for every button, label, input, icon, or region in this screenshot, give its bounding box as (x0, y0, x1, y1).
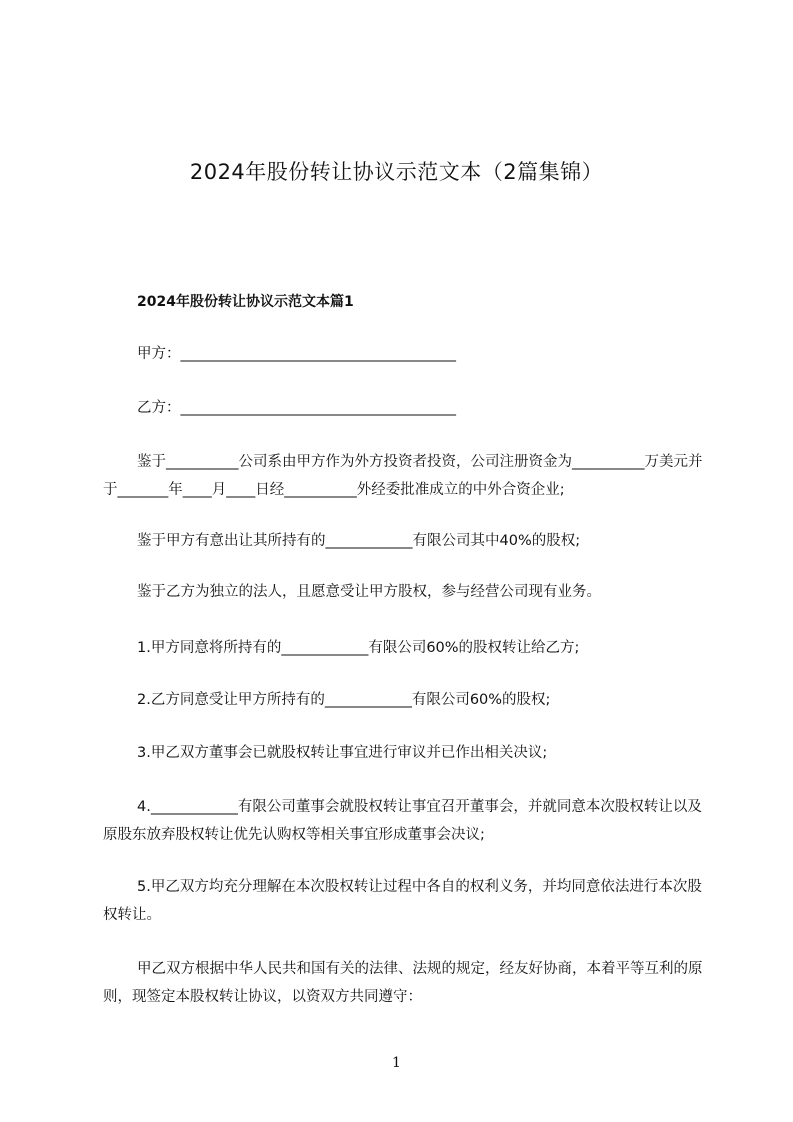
party-a-line: 甲方：______________________________________ (137, 346, 456, 362)
paragraph-item-4: 4.____________有限公司董事会就股权转让事宜召开董事会，并就同意本次股权转让以及原股东放弃股权转让优先认购权等相关事宜形成董事会决议; (103, 799, 702, 843)
section-title: 2024年股份转让协议示范文本篇1 (137, 294, 354, 310)
paragraph-recital-1: 鉴于__________公司系由甲方作为外方投资者投资，公司注册资金为__________万美元并于_______年____月____日经__________外经委批准成立的中外合资企业; (103, 454, 703, 498)
paragraph-closing: 甲乙双方根据中华人民共和国有关的法律、法规的规定，经友好协商，本着平等互利的原则，现签定本股权转让协议，以资双方共同遵守： (103, 961, 703, 1005)
paragraph-item-2: 2.乙方同意受让甲方所持有的____________有限公司60%的股权; (137, 692, 551, 708)
paragraph-recital-3: 鉴于乙方为独立的法人，且愿意受让甲方股权，参与经营公司现有业务。 (137, 584, 601, 600)
document-title: 2024年股份转让协议示范文本（2篇集锦） (189, 160, 604, 185)
paragraph-item-5: 5.甲乙双方均充分理解在本次股权转让过程中各自的权利义务，并均同意依法进行本次股权转让。 (103, 879, 702, 923)
paragraph-recital-2: 鉴于甲方有意出让其所持有的____________有限公司其中40%的股权; (137, 533, 581, 549)
party-b-line: 乙方：______________________________________ (137, 400, 456, 416)
page-number: 1 (392, 1055, 401, 1071)
paragraph-item-1: 1.甲方同意将所持有的____________有限公司60%的股权转让给乙方; (137, 640, 580, 656)
paragraph-item-3: 3.甲乙双方董事会已就股权转让事宜进行审议并已作出相关决议; (137, 745, 548, 761)
